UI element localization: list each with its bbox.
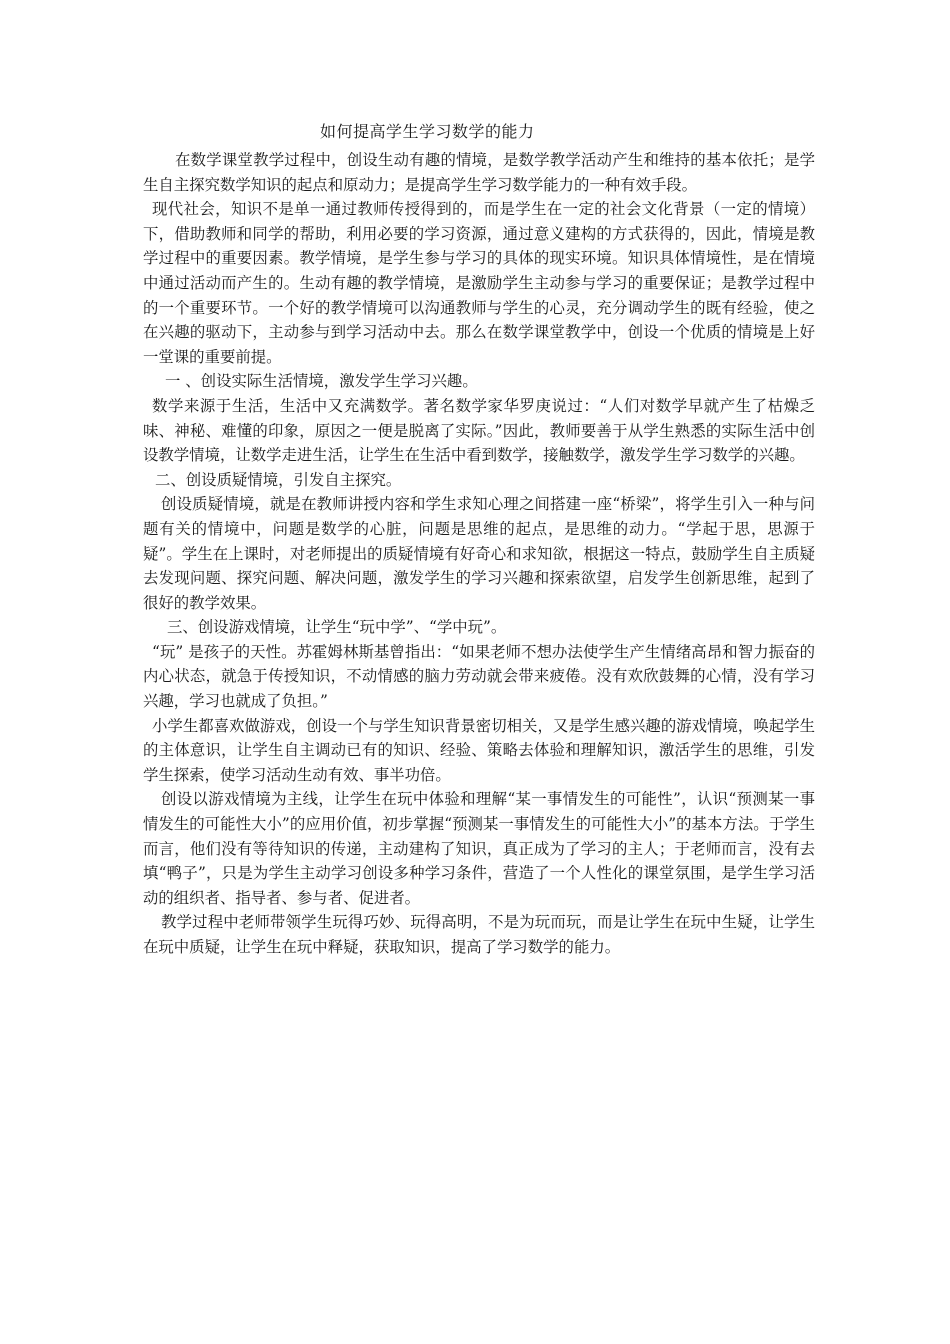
document-page: [143, 120, 815, 960]
section-2-paragraph: 创设质疑情境，就是在教师讲授内容和学生求知心理之间搭建一座“桥梁”，将学生引入一种与问题有关的情境中，问题是数学的心脏，问题是思维的起点，是思维的动力。“学起于思，思源于疑”。学生在上课时，对老师提出的质疑情境有好奇心和求知欲，根据这一特点，鼓励学生自主质疑去发现问题、探究问题、解决问题，激发学生的学习兴趣和探索欲望，启发学生创新思维，起到了很好的教学效果。: [143, 495, 815, 612]
section-3-paragraph-1: “玩” 是孩子的天性。苏霍姆林斯基曾指出：“如果老师不想办法使学生产生情绪高昂和智力振奋的内心状态，就急于传授知识，不动情感的脑力劳动就会带来疲倦。没有欢欣鼓舞的心情，没有学习兴趣，学习也就成了负担。”: [143, 642, 815, 711]
section-heading-3: 三、创设游戏情境，让学生“玩中学”、“学中玩”。: [167, 618, 507, 637]
intro-paragraph: 在数学课堂教学过程中，创设生动有趣的情境，是数学教学活动产生和维持的基本依托；是学生自主探究数学知识的起点和原动力；是提高学生学习数学能力的一种有效手段。: [143, 151, 815, 194]
section-3-paragraph-2: 小学生都喜欢做游戏，创设一个与学生知识背景密切相关，又是学生感兴趣的游戏情境，唤起学生的主体意识，让学生自主调动已有的知识、经验、策略去体验和理解知识，激活学生的思维，引发学生探索，使学习活动生动有效、事半功倍。: [143, 716, 815, 784]
section-1-paragraph: 数学来源于生活，生活中又充满数学。著名数学家华罗庚说过：“人们对数学早就产生了枯燥乏味、神秘、难懂的印象，原因之一便是脱离了实际。”因此，教师要善于从学生熟悉的实际生活中创设教学情境，让数学走进生活，让学生在生活中看到数学，接触数学，激发学生学习数学的兴趣。: [143, 396, 815, 465]
section-3-paragraph-3: 创设以游戏情境为主线，让学生在玩中体验和理解“某一事情发生的可能性”，认识“预测某一事情发生的可能性大小”的应用价值，初步掌握“预测某一事情发生的可能性大小”的基本方法。于学生而言，他们没有等待知识的传递，主动建构了知识，真正成为了学习的主人；于老师而言，没有去填“鸭子”，只是为学生主动学习创设多种学习条件，营造了一个人性化的课堂氛围，是学生学习活动的组织者、指导者、参与者、促进者。: [143, 790, 815, 907]
section-heading-1: 一 、创设实际生活情境，激发学生学习兴趣。: [165, 372, 478, 391]
section-3-paragraph-4: 教学过程中老师带领学生玩得巧妙、玩得高明，不是为玩而玩，而是让学生在玩中生疑，让学生在玩中质疑，让学生在玩中释疑，获取知识，提高了学习数学的能力。: [143, 913, 815, 956]
document-title: 如何提高学生学习数学的能力: [320, 122, 535, 141]
section-heading-2: 二、创设质疑情境，引发自主探究。: [155, 470, 402, 489]
context-paragraph: 现代社会，知识不是单一通过教师传授得到的，而是学生在一定的社会文化背景（一定的情境）下，借助教师和同学的帮助，利用必要的学习资源，通过意义建构的方式获得的，因此，情境是教学过程中的重要因素。教学情境，是学生参与学习的具体的现实环境。知识具体情境性，是在情境中通过活动而产生的。生动有趣的教学情境，是激励学生主动参与学习的重要保证；是教学过程中的一个重要环节。一个好的教学情境可以沟通教师与学生的心灵，充分调动学生的既有经验，使之在兴趣的驱动下，主动参与到学习活动中去。那么在数学课堂教学中，创设一个优质的情境是上好一堂课的重要前提。: [143, 200, 815, 366]
